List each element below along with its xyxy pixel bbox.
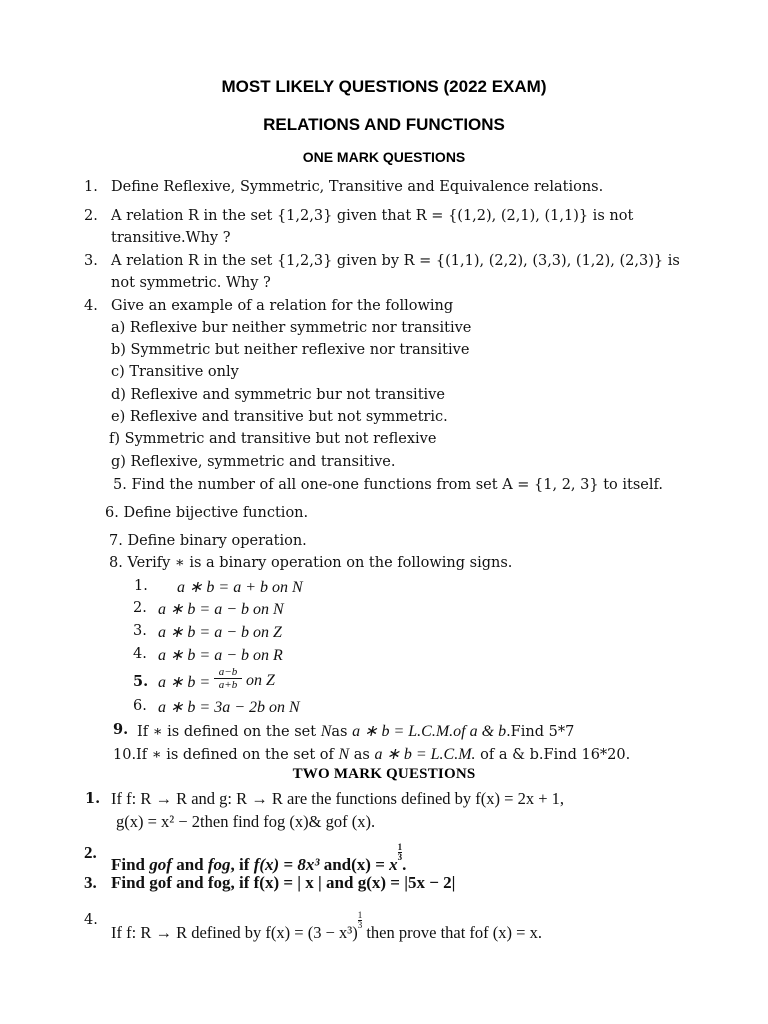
question-number: 3.	[84, 873, 97, 892]
q9-expr: a ∗ b = L.C.M.of a & b	[352, 723, 507, 740]
math-expression: a ∗ b = 3a − 2b on N	[158, 699, 300, 716]
q10-mid: as	[349, 747, 375, 763]
question-number: 3.	[84, 253, 98, 269]
math-expression: on Z	[246, 672, 275, 689]
math-expression: a ∗ b = a − b on N	[158, 601, 284, 618]
question-text: Define Reflexive, Symmetric, Transitive and Equivalence relations.	[111, 179, 604, 195]
q10-pre: 10.If ∗ is defined on the set of	[113, 747, 339, 763]
math-expression: a ∗ b = a − b on R	[158, 647, 283, 664]
sub-part: f) Symmetric and transitive but not reflexive	[109, 431, 437, 447]
exp-num: 1	[357, 910, 363, 920]
math-expression: a ∗ b = a + b on N	[177, 579, 303, 596]
question-text: A relation R in the set {1,2,3} given that R = {(1,2), (2,1), (1,1)} is not	[111, 208, 634, 224]
question-number: 2.	[84, 208, 98, 224]
exp-num: 1	[397, 842, 403, 852]
question-text: If f: R → R and g: R → R are the functions defined by f(x) = 2x + 1,	[111, 789, 565, 808]
question-text	[113, 744, 630, 764]
exp-den: 3	[357, 920, 363, 930]
question-text: Find gof and fog, if f(x) = | x | and g(x) = |5x − 2|	[111, 873, 456, 892]
q2-fog: fog	[207, 855, 231, 874]
chapter-title: RELATIONS AND FUNCTIONS	[263, 115, 505, 134]
item-number: 5.	[133, 673, 149, 690]
question-number: 1.	[84, 179, 98, 195]
q2-f: f(x) = 8x³	[253, 855, 320, 874]
item-number: 4.	[133, 646, 147, 662]
question-text-cont: g(x) = x² − 2then find fog (x)& gof (x).	[116, 812, 376, 831]
sub-part: d) Reflexive and symmetric bur not transitive	[111, 387, 445, 403]
question-text-cont: transitive.Why ?	[111, 230, 231, 246]
q9-pre: If ∗ is defined on the set	[137, 724, 321, 740]
q2-end: .	[402, 855, 407, 874]
q9-mid: as	[331, 724, 353, 740]
q2-gof: gof	[149, 855, 172, 874]
question-text: Give an example of a relation for the following	[111, 298, 454, 314]
question-text	[111, 843, 406, 875]
question-text-cont: not symmetric. Why ?	[111, 275, 271, 291]
q2-pre: Find	[111, 855, 150, 874]
fraction-numerator: a−b	[214, 666, 242, 679]
question-number: 9.	[113, 721, 129, 738]
exp-den: 3	[397, 852, 403, 862]
q10-set: N	[338, 746, 350, 763]
section-title-one-mark: ONE MARK QUESTIONS	[302, 149, 466, 165]
math-expression: a ∗ b = a − b on Z	[158, 624, 282, 641]
section-title-two-mark: TWO MARK QUESTIONS	[292, 766, 476, 782]
fraction-denominator: a+b	[218, 679, 238, 691]
question-text	[137, 721, 574, 741]
q2-and: and	[171, 855, 208, 874]
question-text: A relation R in the set {1,2,3} given by R = {(1,1), (2,2), (3,3), (1,2), (2,3)} is	[111, 253, 680, 269]
question-number: 4.	[84, 912, 98, 928]
q9-post: .Find 5*7	[506, 724, 575, 740]
q10-expr: a ∗ b = L.C.M.	[374, 746, 476, 763]
sub-part: c) Transitive only	[111, 364, 239, 380]
sub-part: a) Reflexive bur neither symmetric nor transitive	[111, 320, 472, 336]
q2-and2: and(x) =	[319, 855, 390, 874]
sub-part: e) Reflexive and transitive but not symmetric.	[111, 409, 448, 425]
question-number: 2.	[84, 843, 97, 862]
math-expression: a ∗ b =	[158, 674, 211, 691]
q4-post: then prove that fof (x) = x.	[362, 923, 542, 942]
sub-part: b) Symmetric but neither reflexive nor transitive	[111, 342, 470, 358]
question-text: 6. Define bijective function.	[105, 505, 309, 521]
sub-part: g) Reflexive, symmetric and transitive.	[111, 454, 396, 470]
question-text: 7. Define binary operation.	[109, 533, 307, 549]
page-title: MOST LIKELY QUESTIONS (2022 EXAM)	[221, 77, 547, 96]
question-number: 4.	[84, 298, 98, 314]
fraction	[214, 666, 242, 691]
item-number: 2.	[133, 600, 147, 616]
item-number: 1.	[134, 578, 148, 594]
question-text: 5. Find the number of all one-one functions from set A = {1, 2, 3} to itself.	[113, 477, 663, 493]
item-number: 6.	[133, 698, 147, 714]
q2-g: x	[389, 855, 398, 874]
q9-set: N	[320, 723, 332, 740]
question-text: 8. Verify ∗ is a binary operation on the following signs.	[109, 555, 513, 571]
q10-post: of a & b.Find 16*20.	[475, 747, 631, 763]
question-number: 1.	[85, 790, 101, 807]
q2-mid: , if	[230, 855, 254, 874]
q4-pre: If f: R → R defined by f(x) = (3 − x³)	[111, 923, 358, 942]
item-number: 3.	[133, 623, 147, 639]
question-text	[111, 911, 542, 943]
